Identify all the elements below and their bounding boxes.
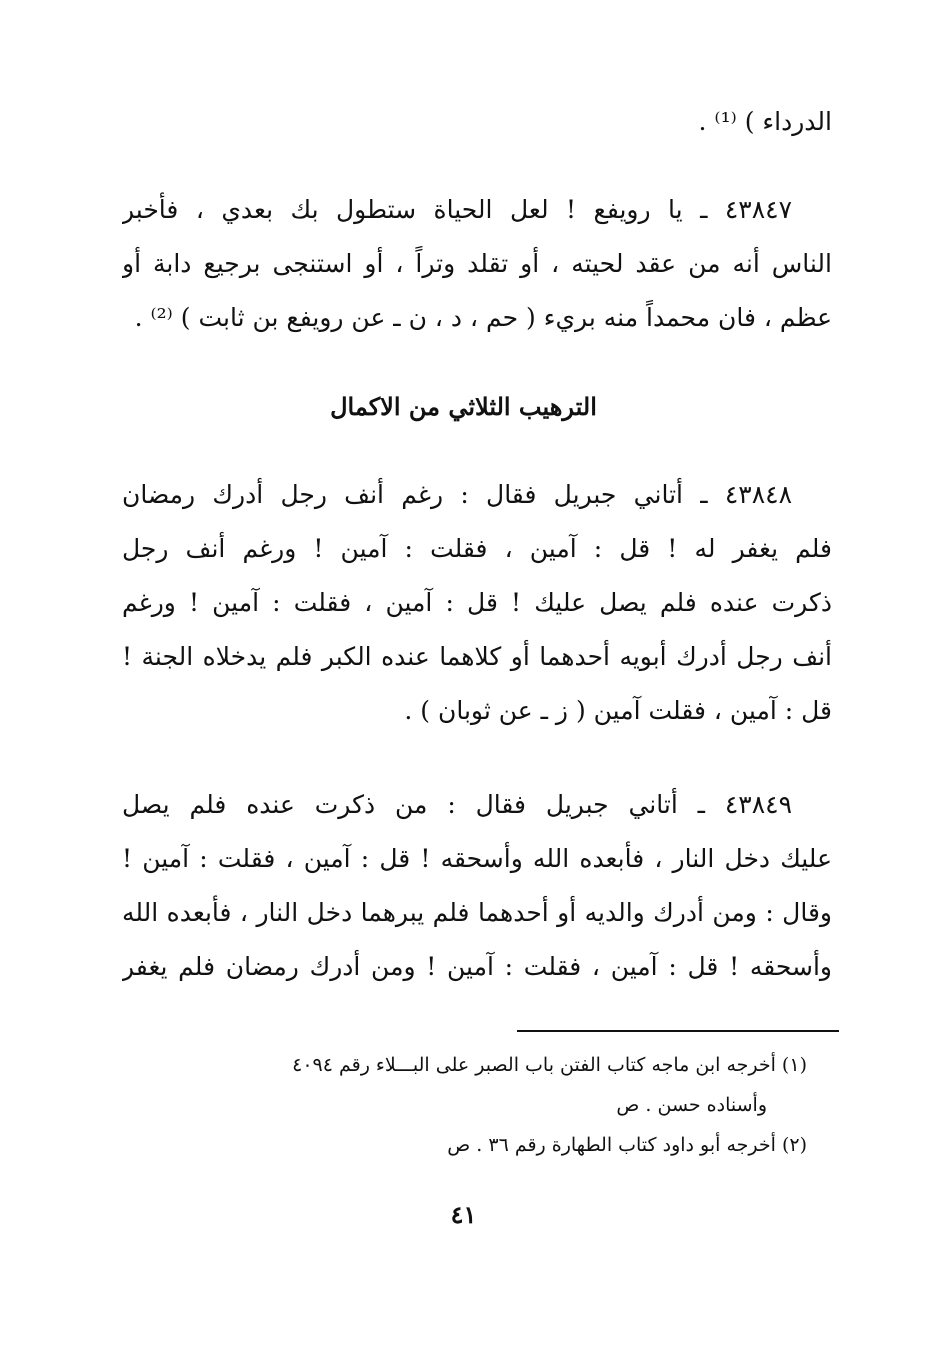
hadith-43849-line-4: وأسحقه ! قل : آمين ، فقلت : آمين ! ومن أدرك رمضان فلم يغفر [122,952,832,981]
page-number: ٤١ [450,1200,477,1229]
footnote-2: (٢) أخرجه أبو داود كتاب الطهارة رقم ٣٦ . ص [447,1134,807,1156]
footnotes [117,1045,807,1165]
hadith-43848-line-3: ذكرت عنده فلم يصل عليك ! قل : آمين ، فقلت : آمين ! ورغم [122,588,832,617]
hadith-43847 [122,183,832,345]
top-fragment-line: الدرداء ) ⁽¹⁾ . [698,107,832,136]
hadith-43849-line-2: عليك دخل النار ، فأبعده الله وأسحقه ! قل : آمين ، فقلت : آمين ! [122,844,832,873]
hadith-43849-line-1: ٤٣٨٤٩ ـ أتاني جبريل فقال : من ذكرت عنده فلم يصل [122,790,792,819]
hadith-43848 [122,468,832,738]
hadith-43848-line-1: ٤٣٨٤٨ ـ أتاني جبريل فقال : رغم أنف رجل أدرك رمضان [122,480,792,509]
hadith-43848-line-5: قل : آمين ، فقلت آمين ( ز ـ عن ثوبان ) . [404,696,832,725]
hadith-43847-line-1: ٤٣٨٤٧ ـ يا رويفع ! لعل الحياة ستطول بك بعدي ، فأخبر [122,195,792,224]
footnote-separator [517,1030,839,1032]
hadith-43849 [122,778,832,994]
hadith-43849-line-3: وقال : ومن أدرك والديه أو أحدهما فلم يبرهما دخل النار ، فأبعده الله [122,898,832,927]
hadith-43847-line-2: الناس أنه من عقد لحيته ، أو تقلد وتراً ، أو استنجى برجيع دابة أو [122,249,832,278]
hadith-43848-line-4: أنف رجل أدرك أبويه أحدهما أو كلاهما عنده الكبر فلم يدخلاه الجنة ! [122,642,832,671]
footnote-1: (١) أخرجه ابن ماجه كتاب الفتن باب الصبر على البـــلاء رقم ٤٠٩٤ [292,1054,807,1076]
footnote-1-continuation: وأسناده حسن . ص [616,1094,767,1116]
hadith-43847-line-3: عظم ، فان محمداً منه بريء ( حم ، د ، ن ـ عن رويفع بن ثابت ) ⁽²⁾ . [134,303,832,332]
hadith-43848-line-2: فلم يغفر له ! قل : آمين ، فقلت : آمين ! ورغم أنف رجل [122,534,832,563]
section-heading: الترهيب الثلاثي من الاكمال [330,392,597,421]
top-fragment-block [122,95,832,149]
